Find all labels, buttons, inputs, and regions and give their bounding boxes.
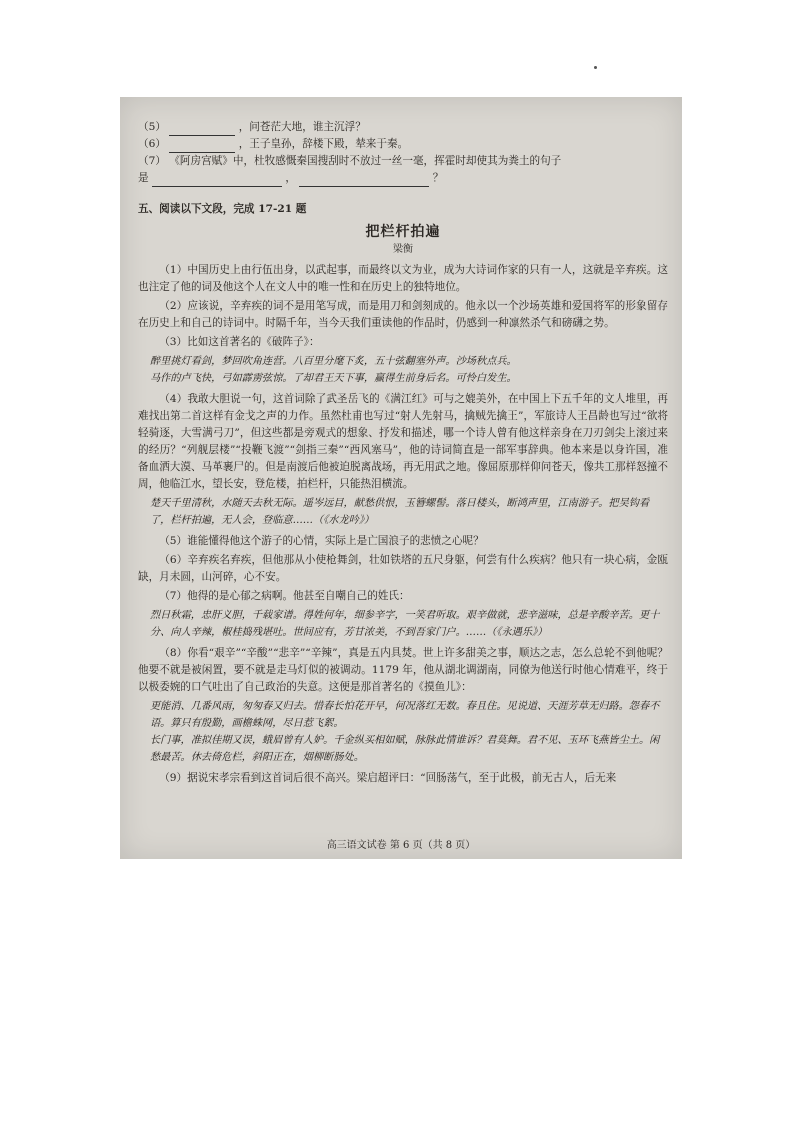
corner-dot [594, 66, 597, 69]
question-text: 《阿房宫赋》中，杜牧感慨秦国搜刮时不放过一丝一毫，挥霍时却使其为粪土的句子 [169, 155, 562, 167]
page-footer: 高三语文试卷 第 6 页（共 8 页） [326, 840, 476, 851]
question-7 [138, 153, 668, 187]
paragraph-9: （9）据说宋孝宗看到这首词后很不高兴。梁启超评曰：“回肠荡气，至于此极，前无古人，后无来 [159, 772, 617, 784]
paragraph-4: （4）我敢大胆说一句，这首词除了武圣岳飞的《满江红》可与之媲美外，在中国上下五千年的文人堆里，再难找出第二首这样有金戈之声的力作。虽然杜甫也写过“射人先射马，擒贼先擒王”，军旅诗人王昌龄也写过“欲将轻骑逐，大雪满弓刀”，但这些都是旁观式的想象、抒发和描述，哪一个诗人曾有他这样亲身在刀刃剑尖上滚过来的经历？“列舰层楼”“投鞭飞渡”“剑指三秦”“西风塞马”，他的诗词简直是一部军事辞典。他本来是以身许国，准备血洒大漠、马革裹尸的。但是南渡后他被迫脱离战场，再无用武之地。像屈原那样仰问苍天，像共工那样怒撞不周，他临江水，望长安，登危楼，拍栏杆，只能热泪横流。 [138, 393, 668, 490]
question-text: ，王子皇孙，辞楼下殿，辇来于秦。 [238, 138, 409, 150]
paragraph-8: （8）你看“艰辛”“辛酸”“悲辛”“辛辣”，真是五内具焚。世上许多甜美之事，顺达之志，怎么总轮不到他呢？他要不就是被闲置，要不就是走马灯似的被调动。1179 年，他从湖北调湖南，同僚为他送行时他心情难平，终于以极委婉的口气吐出了自己政治的失意。这便是那首著名的《摸鱼儿》： [138, 647, 668, 693]
answer-blank[interactable] [169, 140, 235, 153]
question-end: ？ [432, 172, 444, 184]
poem-line: 醉里挑灯看剑，梦回吹角连营。八百里分麾下炙，五十弦翻塞外声。沙场秋点兵。 [150, 356, 517, 367]
paragraph-7: （7）他得的是心郁之病啊。他甚至自嘲自己的姓氏： [159, 590, 410, 602]
article-title: 把栏杆拍遍 [365, 224, 441, 240]
question-number: （5） [138, 121, 166, 133]
article-author: 梁衡 [393, 244, 413, 255]
question-text: ，问苍茫大地，谁主沉浮？ [238, 121, 366, 133]
paragraph-1: （1）中国历史上由行伍出身，以武起事，而最终以文为业，成为大诗词作家的只有一人，这就是辛弃疾。这也注定了他的词及他这个人在文人中的唯一性和在历史上的独特地位。 [138, 264, 668, 293]
paragraph-6: （6）辛弃疾名弃疾，但他那从小使枪舞剑，壮如铁塔的五尺身躯，何尝有什么疾病？他只有一块心病，金瓯缺，月未圆，山河碎，心不安。 [138, 554, 668, 583]
poem-line: 长门事，准拟佳期又误，蛾眉曾有人妒。千金纵买相如赋，脉脉此情谁诉？君莫舞。君不见、玉环飞燕皆尘土。闲愁最苦。休去倚危栏，斜阳正在，烟柳断肠处。 [150, 735, 660, 763]
question-6 [138, 136, 668, 153]
question-number: （6） [138, 138, 166, 150]
section-heading: 五、阅读以下文段，完成 17-21 题 [138, 203, 307, 215]
poem-text: 楚天千里清秋，水随天去秋无际。遥岑远目，献愁供恨，玉簪螺髻。落日楼头，断鸿声里，江南游子。把吴钩看了，栏杆拍遍，无人会，登临意……（《水龙吟》） [150, 498, 650, 526]
poem-line: 更能消、几番风雨，匆匆春又归去。惜春长怕花开早，何况落红无数。春且住。见说道、天涯芳草无归路。怨春不语。算只有殷勤，画檐蛛网，尽日惹飞絮。 [150, 701, 660, 729]
separator: ， [285, 172, 296, 184]
answer-blank[interactable] [299, 174, 429, 187]
poem-line: 马作的卢飞快，弓如霹雳弦惊。了却君王天下事，赢得生前身后名。可怜白发生。 [150, 373, 517, 384]
answer-blank[interactable] [152, 174, 282, 187]
exam-page [120, 97, 682, 859]
poem-yong-yu-le [138, 607, 668, 641]
poem-mo-yu-er [138, 698, 668, 766]
page-content [138, 119, 668, 789]
question-5 [138, 119, 668, 136]
paragraph-3: （3）比如这首著名的《破阵子》： [159, 336, 320, 348]
paragraph-5: （5）谁能懂得他这个游子的心情，实际上是亡国浪子的悲愤之心呢？ [159, 535, 484, 547]
paragraph-2: （2）应该说，辛弃疾的词不是用笔写成，而是用刀和剑刻成的。他永以一个沙场英雄和爱国将军的形象留存在历史上和自己的诗词中。时隔千年，当今天我们重读他的作品时，仍感到一种凛然杀气和磅礴之势。 [138, 300, 668, 329]
poem-text: 烈日秋霜，忠肝义胆，千载家谱。得姓何年，细参辛字，一笑君听取。艰辛做就，悲辛滋味，总是辛酸辛苦。更十分、向人辛辣，椒桂捣残堪吐。世间应有，芳甘浓美，不到吾家门户。……（《永遇乐》） [150, 610, 660, 638]
question-prefix: 是 [138, 172, 149, 184]
poem-po-zhen-zi [138, 353, 668, 387]
question-number: （7） [138, 155, 166, 167]
answer-blank[interactable] [169, 123, 235, 136]
poem-shui-long-yin [138, 495, 668, 529]
